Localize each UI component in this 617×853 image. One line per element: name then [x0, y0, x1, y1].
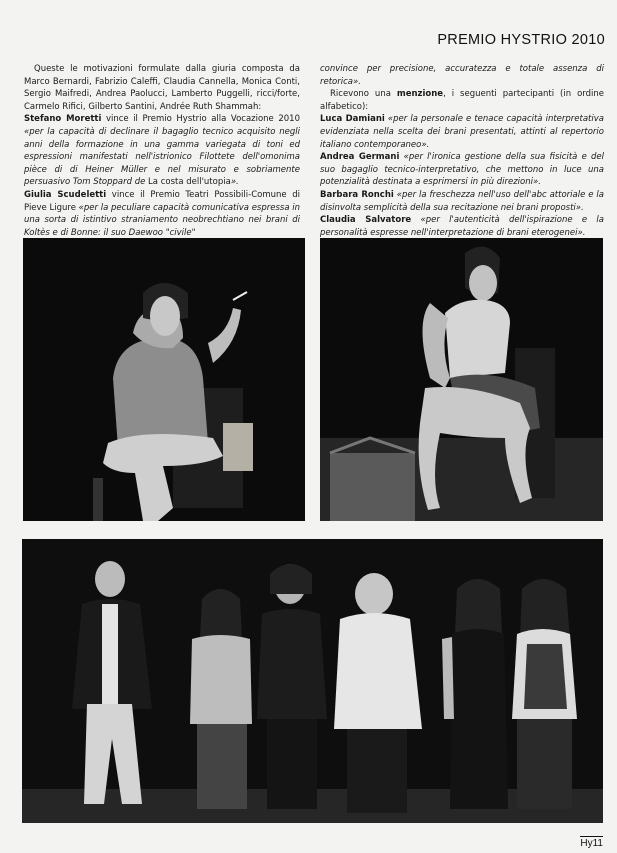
mention-quote: «per l'ironica gestione della sua fisicità e del suo bagaglio tecnico-interpretativo, che mettono in luce una potenzialità destinata a esprimersi in più direzioni». [320, 152, 605, 188]
motivation-quote: «per la peculiare capacità comunicativa espressa in una sorta di istintivo straniamento neobrechtiano nei brani di Koltès e di Bonne: il suo Daewoo "civile" [24, 202, 300, 238]
photo-actress-barefoot [320, 238, 603, 521]
mention-item [320, 214, 604, 239]
mention-item [320, 189, 604, 214]
mention-name: Barbara Ronchi [320, 189, 394, 200]
mention-pre: Ricevono una [330, 89, 397, 100]
jury-intro: Queste le motivazioni formulate dalla giuria composta da Marco Bernardi, Fabrizio Caleffi, Claudia Cannella, Monica Conti, Sergio Maifredi, Andrea Paolucci, Lamberto Puggelli, ricci/forte, Carmelo Rifici, Gilberto Santini, Andrée Ruth Shammah: [24, 64, 300, 112]
award-text: vince il Premio Teatri Possibili-Comune di Pieve Ligure [24, 189, 300, 213]
mention-intro [320, 88, 604, 113]
mention-name: Luca Damiani [320, 114, 385, 125]
running-header: PREMIO HYSTRIO 2010 [437, 32, 605, 48]
photo-seated-actress [23, 238, 305, 521]
mention-quote: «per la personale e tenace capacità interpretativa evidenziata nella scelta dei brani presentati, attinti al repertorio italiano contemporaneo». [320, 114, 604, 150]
photo-group-on-stage [22, 539, 603, 823]
text-column-right [320, 63, 604, 239]
mention-name: Claudia Salvatore [320, 215, 412, 226]
quote-end: ». [230, 177, 239, 188]
mention-item [320, 113, 604, 151]
text-column-left [24, 63, 300, 239]
mention-word: menzione [396, 89, 444, 100]
mention-quote: «per l'autenticità dell'ispirazione e la personalità espresse nell'interpretazione di brani eterogenei». [320, 215, 604, 238]
winner-name: Giulia Scudeletti [24, 189, 107, 200]
mention-quote: «per la freschezza nell'uso dell'abc attoriale e la disinvolta semplicità della sua recitazione nei brani proposti». [320, 189, 604, 213]
motivation-quote: «per la capacità di declinare il bagaglio tecnico acquisito negli anni della formazione in una gamma variegata di toni ed espressioni manifestati nell'istrionico Filottete dell'omonima pièce di di Heiner Müller e nel misurato e sobriamente persuasivo Tom Stoppard de [24, 126, 300, 188]
mention-item [320, 151, 604, 189]
award-text: vince il Premio Hystrio alla Vocazione 2010 [101, 114, 300, 125]
page-number: Hy11 [580, 838, 603, 849]
mention-post: , i seguenti partecipanti (in ordine alfabetico): [320, 89, 604, 112]
quote-continuation: convince per precisione, accuratezza e totale assenza di retorica». [320, 64, 604, 87]
mention-name: Andrea Germani [320, 152, 400, 163]
scudeletti-paragraph [24, 189, 300, 239]
play-title: La costa dell'utopia [148, 177, 231, 188]
winner-name: Stefano Moretti [24, 114, 102, 125]
moretti-paragraph [24, 113, 300, 189]
